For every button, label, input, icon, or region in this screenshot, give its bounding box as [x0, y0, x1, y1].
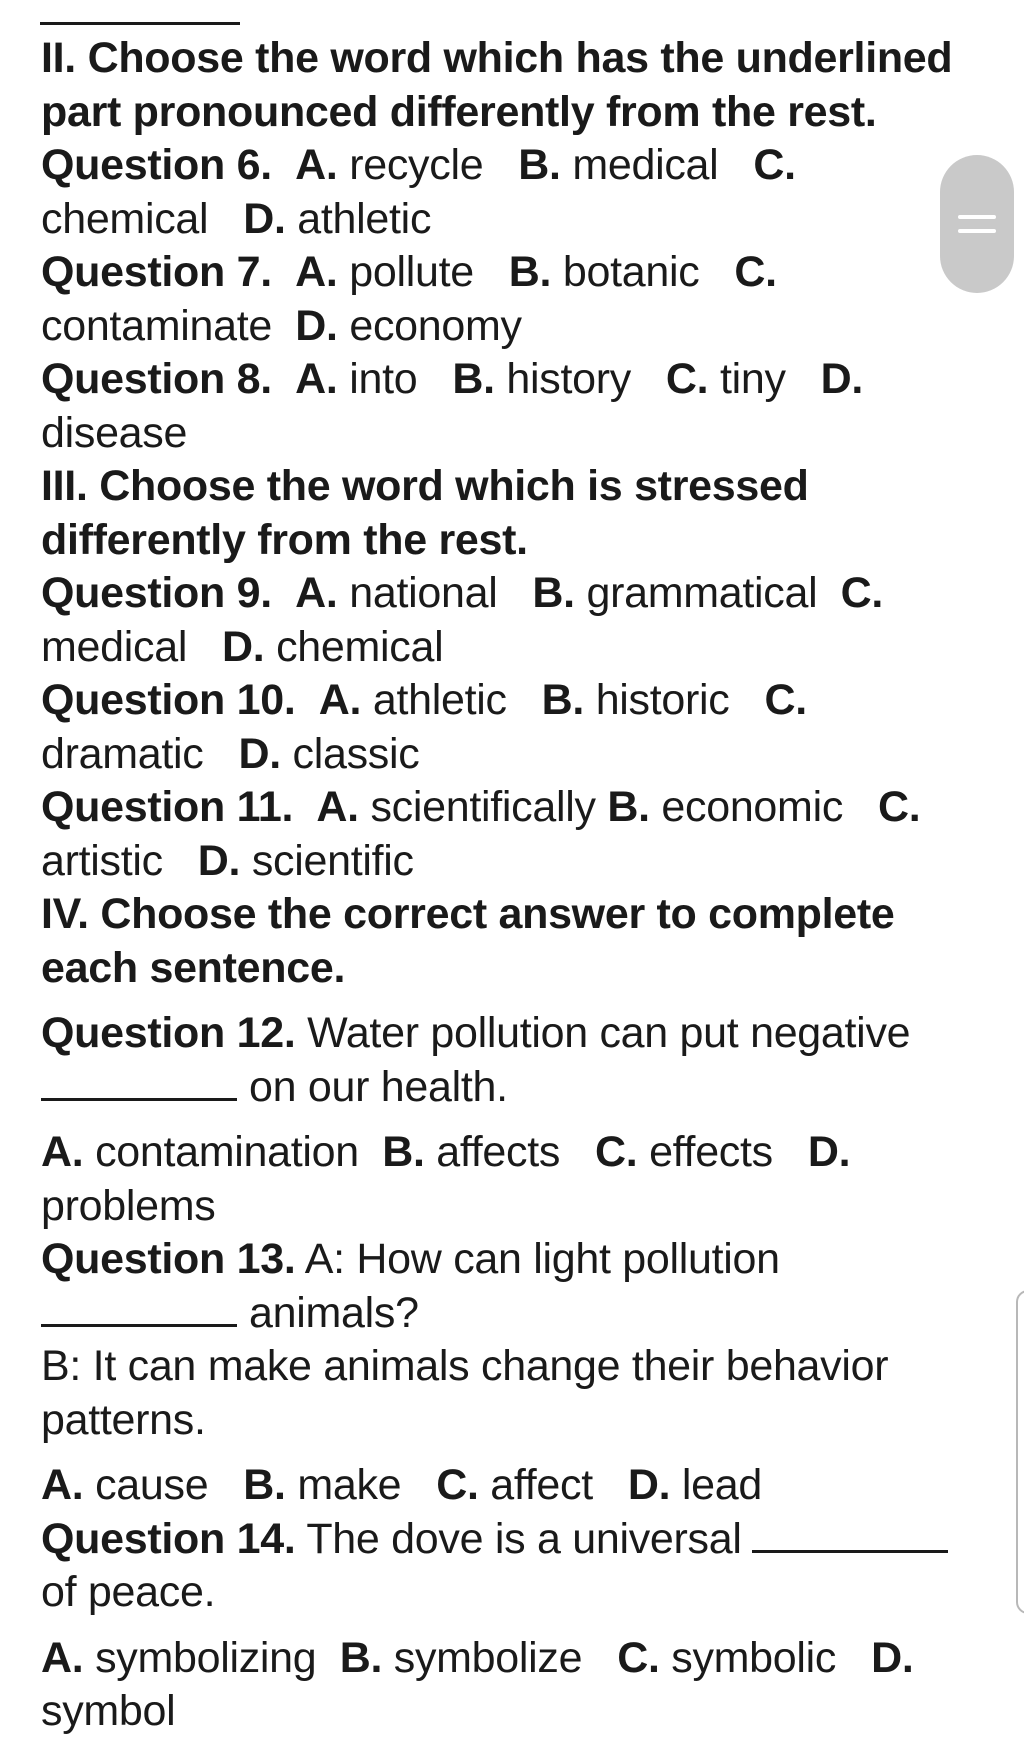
edge-panel-handle[interactable]: [1016, 1290, 1024, 1614]
option-a: into: [349, 355, 418, 403]
question-7: Question 7. A. pollute B. botanic C.: [41, 248, 777, 296]
option-a: scientifically: [370, 783, 596, 831]
question-stem-cont: of peace.: [41, 1568, 216, 1616]
question-13-options: A. cause B. make C. affect D. lead: [41, 1461, 763, 1509]
question-label: Question 6.: [41, 141, 272, 189]
option-a: cause: [95, 1461, 209, 1509]
option-b: medical: [572, 141, 719, 189]
option-d: chemical: [276, 622, 444, 671]
question-6: Question 6. A. recycle B. medical C.: [41, 141, 796, 189]
option-a: pollute: [349, 248, 474, 296]
scroll-handle-icon[interactable]: [940, 155, 1014, 293]
section-2-heading: II. Choose the word which has the underlined: [41, 34, 953, 82]
question-14-options-cont: [41, 1685, 1001, 1739]
option-b: botanic: [562, 248, 700, 296]
question-11: Question 11. A. scientifically B. economic C.: [41, 783, 921, 831]
section-4-heading-cont: each sentence.: [41, 943, 346, 992]
question-14-cont: [41, 1566, 1001, 1620]
question-13-reply: B: It can make animals change their behavior: [41, 1342, 889, 1390]
question-12-options: A. contamination B. affects C. effects D.: [41, 1128, 851, 1176]
question-11-cont: artistic D. scientific: [41, 836, 414, 885]
question-6-cont: chemical D. athletic: [41, 194, 432, 243]
option-d: lead: [681, 1461, 763, 1509]
question-9: Question 9. A. national B. grammatical C.: [41, 569, 884, 617]
option-a: athletic: [372, 676, 507, 724]
answer-blank: [41, 1290, 237, 1327]
question-stem-cont: on our health.: [249, 1062, 508, 1111]
question-14-options: A. symbolizing B. symbolize C. symbolic D.: [41, 1633, 914, 1682]
question-12-cont: [41, 1061, 1001, 1115]
worksheet: [41, 32, 1001, 1739]
option-d: scientific: [251, 836, 414, 885]
question-label: Question 9.: [41, 569, 272, 617]
answer-blank: [752, 1516, 948, 1553]
grip-line: [958, 215, 996, 219]
question-label: Question 10.: [41, 676, 296, 724]
question-stem-cont: animals?: [249, 1288, 419, 1337]
option-a: symbolizing: [95, 1633, 317, 1682]
grip-line: [958, 229, 996, 233]
question-13-reply-cont: patterns.: [41, 1395, 206, 1444]
option-c: dramatic: [41, 729, 204, 778]
option-d: athletic: [297, 194, 432, 243]
option-c: medical: [41, 622, 188, 671]
section-4-heading: IV. Choose the correct answer to complete: [41, 890, 895, 938]
option-c: tiny: [719, 355, 786, 403]
option-d: symbol: [41, 1687, 176, 1735]
question-10: Question 10. A. athletic B. historic C.: [41, 676, 807, 724]
question-7-cont: contaminate D. economy: [41, 301, 522, 350]
question-9-cont: medical D. chemical: [41, 622, 444, 671]
option-c: artistic: [41, 836, 163, 885]
question-14: [41, 1513, 1001, 1567]
option-b: history: [506, 355, 631, 403]
section-2-heading-cont: part pronounced differently from the rest.: [41, 87, 877, 136]
option-d: economy: [349, 301, 522, 350]
question-label: Question 13.: [41, 1235, 296, 1283]
question-8: Question 8. A. into B. history C. tiny D.: [41, 355, 864, 403]
question-label: Question 7.: [41, 248, 272, 296]
option-b: historic: [595, 676, 730, 724]
option-c: effects: [649, 1128, 773, 1176]
question-12: [41, 1007, 1001, 1061]
option-a: contamination: [95, 1128, 359, 1176]
section-3-heading: III. Choose the word which is stressed: [41, 462, 809, 510]
option-b: make: [297, 1461, 402, 1509]
option-a: national: [349, 569, 498, 617]
option-a: recycle: [349, 141, 484, 189]
option-c: chemical: [41, 194, 209, 243]
option-c: contaminate: [41, 301, 272, 350]
question-stem: A: How can light pollution: [304, 1235, 780, 1283]
question-10-cont: dramatic D. classic: [41, 729, 420, 778]
option-c: affect: [490, 1461, 593, 1509]
question-label: Question 12.: [41, 1009, 296, 1057]
question-stem: The dove is a universal: [306, 1514, 742, 1563]
question-label: Question 14.: [41, 1514, 296, 1563]
question-8-cont: [41, 407, 1001, 461]
option-d: problems: [41, 1181, 216, 1230]
section-3-heading-cont: differently from the rest.: [41, 515, 528, 564]
option-d: classic: [292, 729, 420, 778]
question-label: Question 8.: [41, 355, 272, 403]
option-b: symbolize: [393, 1633, 583, 1682]
question-stem: Water pollution can put negative: [307, 1009, 911, 1057]
answer-blank: [41, 1064, 237, 1101]
option-d: disease: [41, 408, 188, 457]
question-13-cont: [41, 1287, 1001, 1341]
top-rule: [40, 22, 240, 25]
option-c: symbolic: [671, 1633, 837, 1682]
question-13: [41, 1233, 1001, 1287]
question-label: Question 11.: [41, 783, 294, 831]
option-b: economic: [661, 783, 844, 831]
option-b: grammatical: [586, 569, 818, 617]
question-12-options-cont: [41, 1180, 1001, 1234]
option-b: affects: [436, 1128, 561, 1176]
